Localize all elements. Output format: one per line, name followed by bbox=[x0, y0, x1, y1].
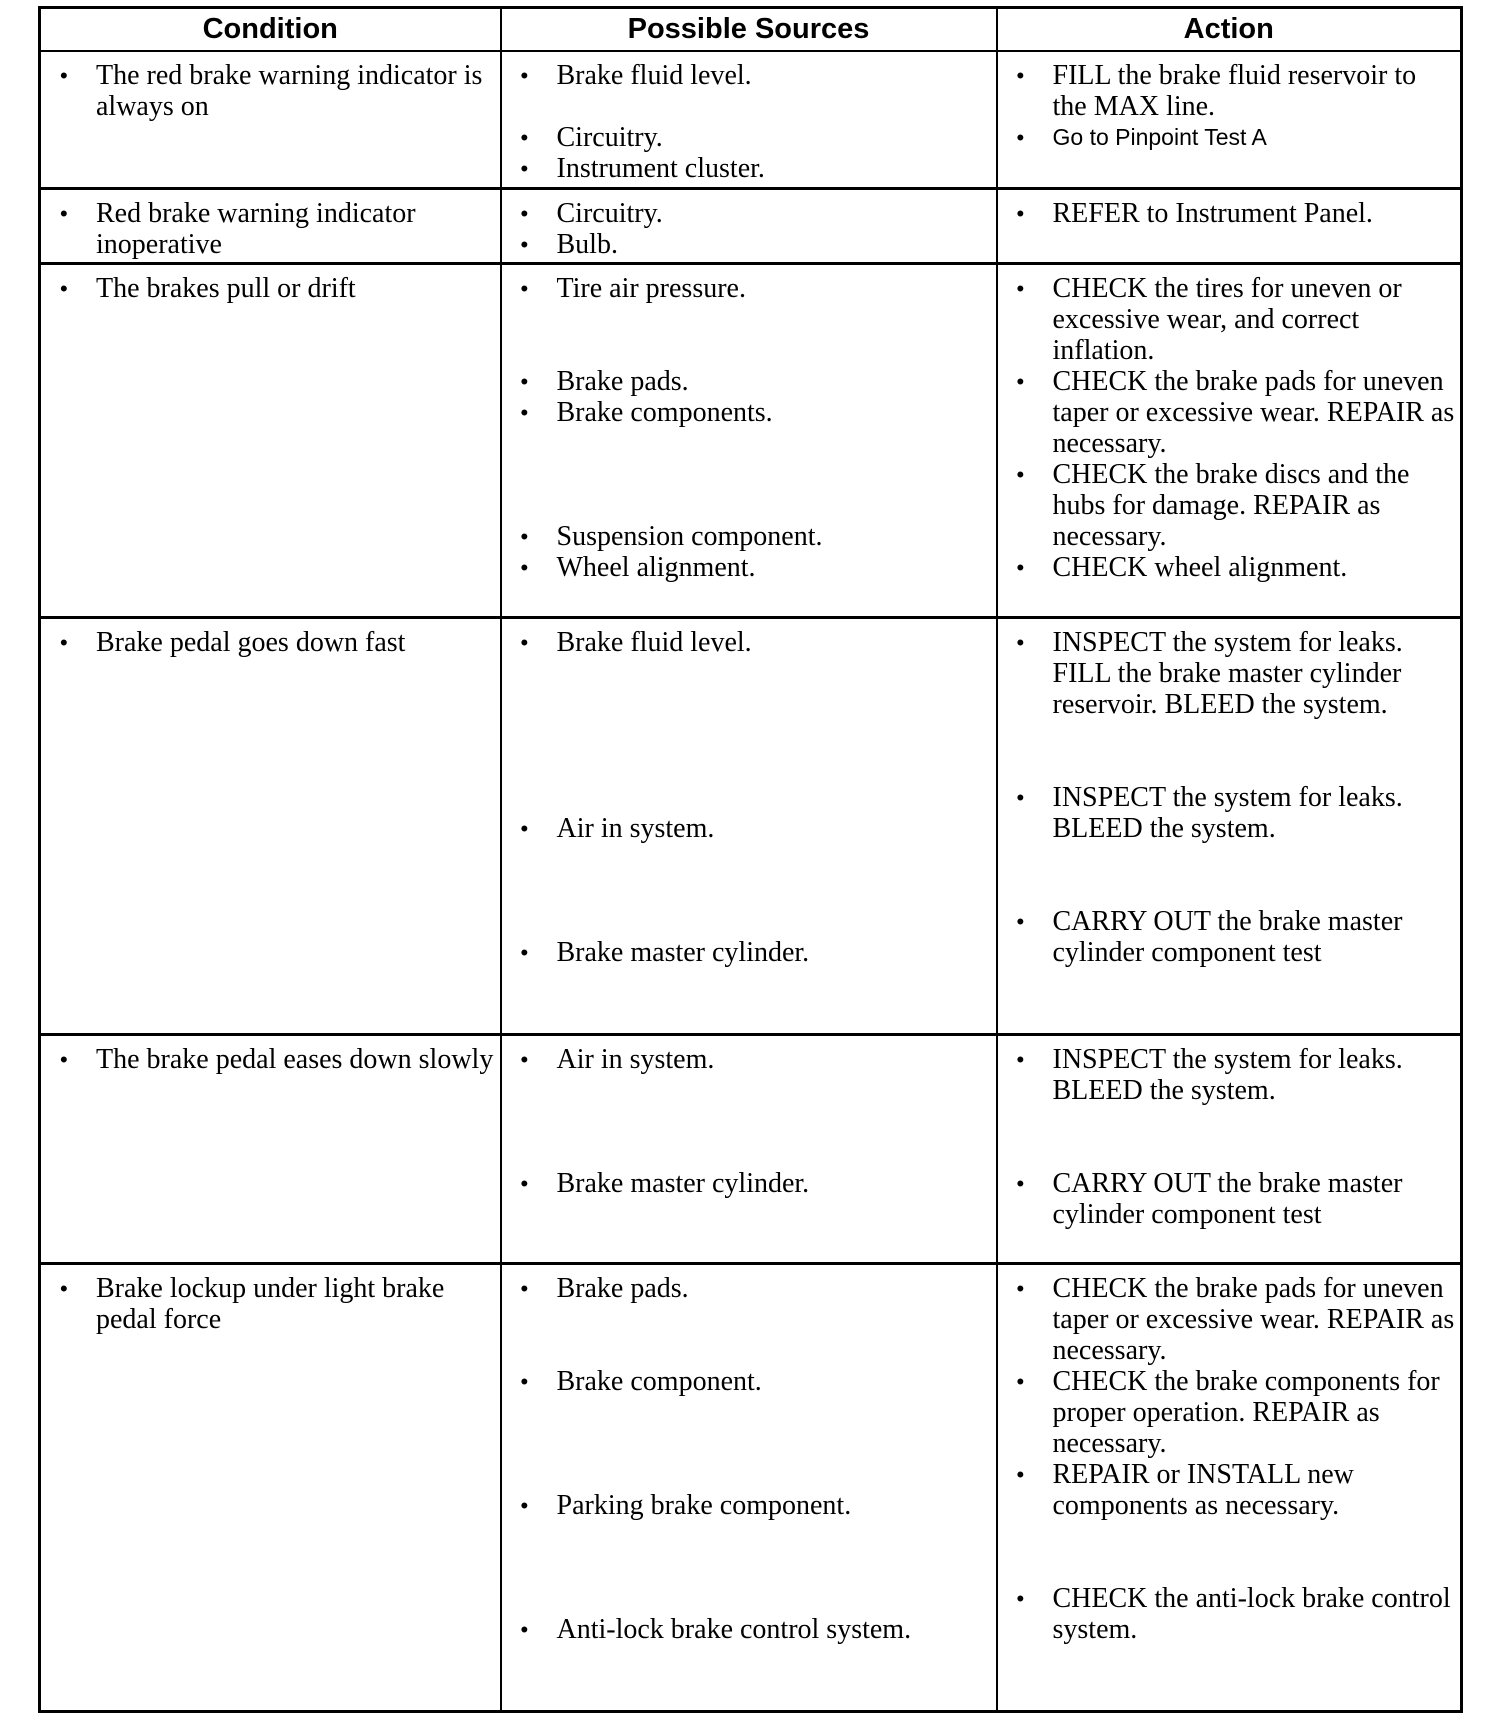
source-item: • Brake component. bbox=[520, 1366, 762, 1397]
source-item: • Bulb. bbox=[520, 229, 618, 260]
source-item: • Parking brake component. bbox=[520, 1490, 852, 1521]
action-item: • Go to Pinpoint Test A bbox=[1006, 122, 1457, 153]
action-cell bbox=[997, 264, 1462, 618]
bullet-icon: • bbox=[520, 63, 529, 88]
action-item: • CARRY OUT the brake master cylinder component test bbox=[1016, 1168, 1403, 1230]
source-item: • Air in system. bbox=[520, 1044, 715, 1075]
condition-item: • Brake lockup under light brake pedal force bbox=[60, 1273, 445, 1335]
action-item: • INSPECT the system for leaks. FILL the brake master cylinder reservoir. BLEED the system. bbox=[1016, 627, 1403, 720]
table-row bbox=[40, 1264, 1462, 1712]
source-item: • Instrument cluster. bbox=[520, 153, 765, 184]
bullet-icon: • bbox=[1016, 1047, 1025, 1072]
action-item: • CHECK the brake pads for uneven taper or excessive wear. REPAIR as necessary. bbox=[1016, 1273, 1455, 1366]
bullet-icon: • bbox=[60, 276, 68, 301]
bullet-icon: • bbox=[1016, 125, 1025, 150]
action-item: • CHECK the anti-lock brake control system. bbox=[1016, 1583, 1451, 1645]
bullet-icon: • bbox=[520, 630, 529, 655]
action-item: • CHECK the brake components for proper operation. REPAIR as necessary. bbox=[1016, 1366, 1440, 1459]
bullet-icon: • bbox=[520, 156, 529, 181]
source-item: • Brake pads. bbox=[520, 1273, 689, 1304]
bullet-icon: • bbox=[520, 524, 529, 549]
condition-cell bbox=[40, 1264, 501, 1712]
table-row bbox=[40, 51, 1462, 189]
bullet-icon: • bbox=[1016, 785, 1025, 810]
bullet-icon: • bbox=[520, 1047, 529, 1072]
action-cell bbox=[997, 189, 1462, 264]
source-item: • Brake master cylinder. bbox=[520, 937, 810, 968]
header-action: Action bbox=[997, 8, 1462, 52]
table-row bbox=[40, 264, 1462, 618]
action-item: • INSPECT the system for leaks. BLEED the system. bbox=[1016, 782, 1403, 844]
action-item: • CHECK wheel alignment. bbox=[1016, 552, 1348, 583]
source-item: • Brake master cylinder. bbox=[520, 1168, 810, 1199]
bullet-icon: • bbox=[520, 1369, 529, 1394]
condition-item: • Red brake warning indicator inoperative bbox=[60, 198, 416, 260]
action-item: • INSPECT the system for leaks. BLEED the system. bbox=[1016, 1044, 1403, 1106]
table-row bbox=[40, 189, 1462, 264]
source-item: • Suspension component. bbox=[520, 521, 823, 552]
source-item: • Brake fluid level. bbox=[520, 627, 752, 658]
sources-cell bbox=[501, 264, 997, 618]
sources-cell bbox=[501, 51, 997, 189]
condition-item: • The brake pedal eases down slowly bbox=[60, 1044, 494, 1075]
source-item: • Brake components. bbox=[520, 397, 773, 428]
condition-item: • The red brake warning indicator is always on bbox=[60, 60, 483, 122]
bullet-icon: • bbox=[520, 1276, 529, 1301]
bullet-icon: • bbox=[520, 125, 529, 150]
bullet-icon: • bbox=[520, 276, 529, 301]
bullet-icon: • bbox=[60, 201, 68, 226]
bullet-icon: • bbox=[520, 555, 529, 580]
action-cell bbox=[997, 618, 1462, 1035]
action-item: • CHECK the brake discs and the hubs for damage. REPAIR as necessary. bbox=[1016, 459, 1410, 552]
bullet-icon: • bbox=[1016, 462, 1025, 487]
bullet-icon: • bbox=[1016, 1171, 1025, 1196]
bullet-icon: • bbox=[1016, 1276, 1025, 1301]
action-cell bbox=[997, 1264, 1462, 1712]
sources-cell bbox=[501, 189, 997, 264]
source-item: • Brake fluid level. bbox=[520, 60, 752, 91]
source-item: • Circuitry. bbox=[520, 198, 663, 229]
bullet-icon: • bbox=[1016, 276, 1025, 301]
header-possible-sources: Possible Sources bbox=[501, 8, 997, 52]
bullet-icon: • bbox=[1016, 63, 1025, 88]
sources-cell bbox=[501, 618, 997, 1035]
bullet-icon: • bbox=[60, 1047, 68, 1072]
action-item: • REPAIR or INSTALL new components as necessary. bbox=[1016, 1459, 1354, 1521]
action-item: • CHECK the tires for uneven or excessive wear, and correct inflation. bbox=[1016, 273, 1402, 366]
action-item: • FILL the brake fluid reservoir to the MAX line. bbox=[1016, 60, 1417, 122]
bullet-icon: • bbox=[1016, 201, 1025, 226]
condition-cell bbox=[40, 1035, 501, 1264]
bullet-icon: • bbox=[520, 1493, 529, 1518]
table-row bbox=[40, 1035, 1462, 1264]
source-item: • Circuitry. bbox=[520, 122, 663, 153]
bullet-icon: • bbox=[60, 630, 68, 655]
source-item: • Wheel alignment. bbox=[520, 552, 756, 583]
bullet-icon: • bbox=[1016, 909, 1025, 934]
bullet-icon: • bbox=[60, 63, 68, 88]
bullet-icon: • bbox=[520, 400, 529, 425]
condition-item: • The brakes pull or drift bbox=[60, 273, 356, 304]
symptom-chart-table bbox=[38, 6, 1463, 1713]
condition-cell bbox=[40, 51, 501, 189]
condition-item: • Brake pedal goes down fast bbox=[60, 627, 406, 658]
action-cell bbox=[997, 1035, 1462, 1264]
bullet-icon: • bbox=[1016, 555, 1025, 580]
condition-cell bbox=[40, 189, 501, 264]
source-item: • Brake pads. bbox=[520, 366, 689, 397]
bullet-icon: • bbox=[520, 940, 529, 965]
bullet-icon: • bbox=[520, 1617, 529, 1642]
action-item: • CHECK the brake pads for uneven taper or excessive wear. REPAIR as necessary. bbox=[1016, 366, 1455, 459]
source-item: • Air in system. bbox=[520, 813, 715, 844]
bullet-icon: • bbox=[60, 1276, 68, 1301]
bullet-icon: • bbox=[520, 201, 529, 226]
bullet-icon: • bbox=[520, 232, 529, 257]
condition-cell bbox=[40, 264, 501, 618]
bullet-icon: • bbox=[1016, 630, 1025, 655]
action-item: • CARRY OUT the brake master cylinder component test bbox=[1016, 906, 1403, 968]
header-condition: Condition bbox=[40, 8, 501, 52]
bullet-icon: • bbox=[520, 369, 529, 394]
bullet-icon: • bbox=[520, 1171, 529, 1196]
condition-cell bbox=[40, 618, 501, 1035]
bullet-icon: • bbox=[1016, 1369, 1025, 1394]
action-item: • REFER to Instrument Panel. bbox=[1016, 198, 1373, 229]
sources-cell bbox=[501, 1264, 997, 1712]
bullet-icon: • bbox=[1016, 369, 1025, 394]
bullet-icon: • bbox=[1016, 1586, 1025, 1611]
bullet-icon: • bbox=[1016, 1462, 1025, 1487]
bullet-icon: • bbox=[520, 816, 529, 841]
brake-diagnosis-document bbox=[38, 6, 1460, 1713]
table-row bbox=[40, 618, 1462, 1035]
source-item: • Tire air pressure. bbox=[520, 273, 746, 304]
source-item: • Anti-lock brake control system. bbox=[520, 1614, 912, 1645]
table-header-row bbox=[40, 8, 1462, 52]
sources-cell bbox=[501, 1035, 997, 1264]
action-cell bbox=[997, 51, 1462, 189]
